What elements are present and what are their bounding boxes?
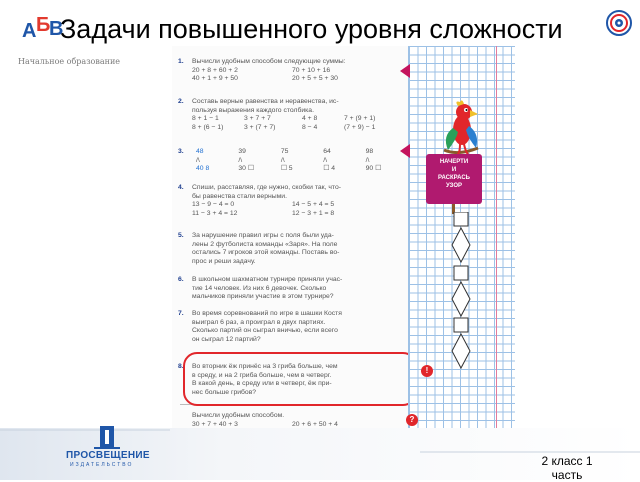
number-tree-parts: ☐ 5 [280, 164, 293, 172]
grade-label: 2 класс 1 часть [541, 454, 593, 482]
expression: 13 − 9 − 4 = 0 [192, 201, 235, 209]
branch-icon: /\ [365, 156, 370, 164]
expression: (7 + 9) − 1 [344, 123, 376, 131]
task-text: в среду, и на 2 гриба больше, чем в четверг. [192, 371, 332, 379]
logo-letter-a: А [22, 20, 37, 42]
task-text: нес больше грибов? [192, 388, 257, 396]
task-number: 5. [178, 232, 184, 239]
task-text: пользуя выражения каждого столбика. [192, 106, 314, 114]
expression: 40 + 1 + 9 + 50 [192, 75, 238, 83]
logo-letter-v: В [49, 18, 64, 40]
task-number: 7. [178, 310, 184, 317]
expression: 30 + 7 + 40 + 3 [192, 420, 238, 428]
task-text: Составь верные равенства и неравенства, ис- [192, 98, 339, 105]
expression: 7 + (9 + 1) [344, 115, 376, 123]
branch-icon: /\ [323, 156, 327, 164]
task-number: 3. [178, 148, 184, 155]
expression: 12 − 3 + 1 = 8 [292, 209, 335, 217]
expression: 8 + (6 − 1) [192, 123, 224, 131]
publisher-name: ПРОСВЕЩЕНИЕ [66, 450, 150, 461]
task-number: 4. [178, 184, 184, 191]
sign-text: УЗОР [445, 183, 463, 189]
task-text: В школьном шахматном турнире приняли учас- [192, 276, 343, 283]
task-number: 2. [178, 98, 184, 105]
question-icon: ? [406, 414, 418, 426]
expression: 20 + 6 + 50 + 4 [292, 420, 338, 428]
sign-text: РАСКРАСЬ [438, 175, 470, 181]
expression: 3 + 7 + 7 [244, 115, 271, 123]
branch-icon: /\ [196, 156, 200, 164]
bookmark-marker-icon [400, 64, 410, 78]
task-number: 6. [178, 276, 184, 283]
task-text: Вычисли удобным способом. [192, 412, 285, 419]
expression: 3 + (7 + 7) [244, 123, 276, 131]
publisher-logo [40, 422, 180, 480]
expression: 20 + 8 + 60 + 2 [192, 66, 238, 74]
logo-letter-b: Б [36, 14, 51, 36]
publisher-subtitle: ИЗДАТЕЛЬСТВО [70, 462, 134, 468]
number-tree-parts: 30 ☐ [238, 164, 254, 172]
number-tree-top: 98 [365, 148, 374, 155]
number-tree-top: 75 [280, 148, 289, 155]
task-text: Спиши, расставляя, где нужно, скобки так, что- [192, 184, 342, 191]
number-tree-parts: 90 ☐ [365, 164, 382, 172]
exclamation-icon: ! [421, 365, 433, 377]
draw-pattern-sign [426, 154, 482, 204]
task-text: Вычисли удобным способом следующие суммы: [192, 58, 346, 65]
branch-icon: /\ [280, 156, 285, 164]
task-text: Сколько партий он сыграл вничью, если всего [192, 327, 338, 335]
sign-text: НАЧЕРТИ [439, 159, 469, 165]
expression: 11 − 3 + 4 = 12 [192, 209, 238, 217]
task-text: тие 14 человек. Из них 6 девочек. Сколько [192, 284, 327, 292]
publisher-emblem-icon [90, 422, 124, 450]
task-text: За нарушение правил игры с поля были уда- [192, 232, 334, 239]
expression: 8 − 4 [302, 123, 318, 131]
expression: 20 + 5 + 5 + 30 [292, 75, 338, 83]
task-text: лены 2 футболиста команды «Заря». На поле [192, 240, 338, 248]
task-text: бы равенства стали верными. [192, 192, 287, 200]
expression: 4 + 8 [302, 115, 318, 123]
number-tree-parts: ☐ 4 [323, 164, 335, 172]
task-text: мальчиков приняли участие в этом турнире? [192, 293, 334, 301]
number-tree-top: 64 [323, 148, 331, 155]
number-tree-top: 48 [196, 148, 204, 155]
task-number: 8. [178, 363, 184, 370]
expression: 14 − 5 + 4 = 5 [292, 201, 335, 209]
sign-text: И [451, 167, 457, 173]
task-text: выиграл 6 раз, а проиграл в двух партиях. [192, 318, 326, 326]
task-8-highlight [183, 352, 417, 406]
task-text: Во вторник ёж принёс на 3 гриба больше, чем [192, 363, 338, 370]
bookmark-marker-icon [400, 144, 410, 158]
task-text: В какой день, в среду или в четверг, ёж при- [192, 380, 332, 388]
slide-title: Задачи повышенного уровня сложности [60, 14, 563, 44]
parrot-illustration-icon [436, 100, 486, 158]
margin-line [496, 46, 497, 474]
geometric-pattern-icon [446, 212, 476, 386]
textbook-page [172, 46, 417, 474]
task-text: прос и реши задачу. [192, 257, 256, 265]
branch-icon: /\ [238, 156, 243, 164]
number-tree-top: 39 [238, 148, 246, 155]
expression: 70 + 10 + 16 [292, 66, 331, 74]
task-text: он сыграл 12 партий? [192, 335, 261, 343]
number-tree-parts: 40 8 [196, 164, 210, 172]
expression: 8 + 1 − 1 [192, 115, 219, 123]
section-subtitle: Начальное образование [18, 57, 121, 66]
task-text: Во время соревнований по игре в шашки Костя [192, 310, 342, 317]
task-number: 1. [178, 58, 184, 65]
target-logo-icon [606, 10, 632, 36]
task-text: остались 7 игроков этой команды. Поставь во- [192, 249, 340, 257]
